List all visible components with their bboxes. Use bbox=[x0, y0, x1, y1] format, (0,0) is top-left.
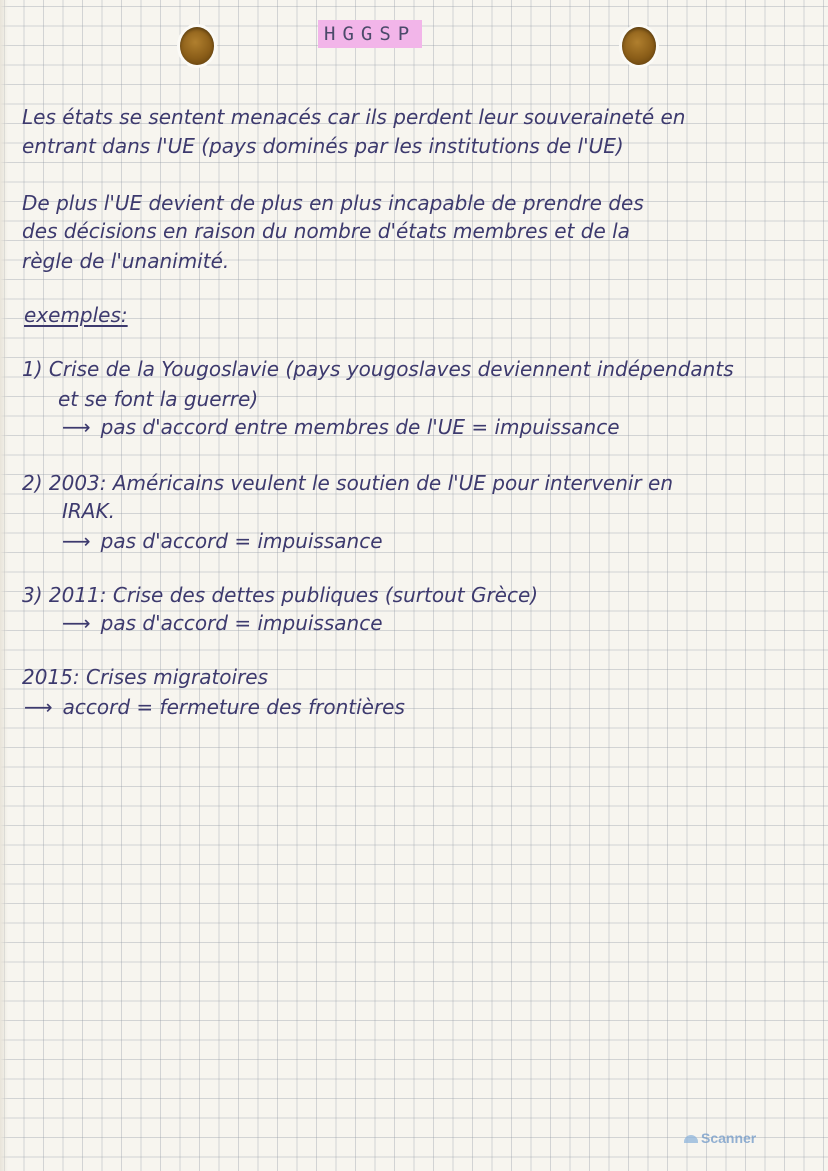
page-edge bbox=[0, 0, 8, 1171]
note-text: pas d'accord entre membres de l'UE = impuissance bbox=[100, 415, 620, 439]
scanner-watermark bbox=[684, 1130, 756, 1146]
note-line: Les états se sentent menacés car ils perdent leur souveraineté en bbox=[22, 105, 686, 129]
note-text: accord = fermeture des frontières bbox=[62, 695, 405, 719]
note-text: pas d'accord = impuissance bbox=[100, 611, 383, 635]
note-line: règle de l'unanimité. bbox=[22, 249, 230, 273]
arrow-icon: ⟶ bbox=[62, 611, 91, 635]
note-line bbox=[62, 610, 383, 636]
punch-hole-left bbox=[180, 27, 214, 65]
note-line bbox=[62, 528, 383, 554]
note-line: IRAK. bbox=[62, 499, 115, 523]
note-line: et se font la guerre) bbox=[58, 387, 259, 411]
scanner-label: Scanner bbox=[701, 1130, 757, 1146]
note-line: 1) Crise de la Yougoslavie (pays yougoslaves deviennent indépendants bbox=[22, 357, 734, 381]
note-line: 3) 2011: Crise des dettes publiques (surtout Grèce) bbox=[22, 583, 539, 607]
arrow-icon: ⟶ bbox=[62, 415, 91, 439]
note-line bbox=[62, 414, 620, 440]
note-text: pas d'accord = impuissance bbox=[100, 529, 383, 553]
page-title: HGGSP bbox=[318, 20, 422, 48]
note-line: entrant dans l'UE (pays dominés par les institutions de l'UE) bbox=[22, 134, 624, 158]
note-line: 2) 2003: Américains veulent le soutien de l'UE pour intervenir en bbox=[22, 471, 673, 495]
punch-hole-right bbox=[622, 27, 656, 65]
note-line: De plus l'UE devient de plus en plus incapable de prendre des bbox=[22, 191, 644, 215]
note-line: des décisions en raison du nombre d'états membres et de la bbox=[22, 219, 630, 243]
note-line bbox=[24, 694, 405, 720]
examples-heading: exemples: bbox=[24, 303, 128, 327]
scanner-logo-icon bbox=[684, 1135, 698, 1143]
note-line: 2015: Crises migratoires bbox=[22, 665, 269, 689]
arrow-icon: ⟶ bbox=[62, 529, 91, 553]
arrow-icon: ⟶ bbox=[24, 695, 53, 719]
